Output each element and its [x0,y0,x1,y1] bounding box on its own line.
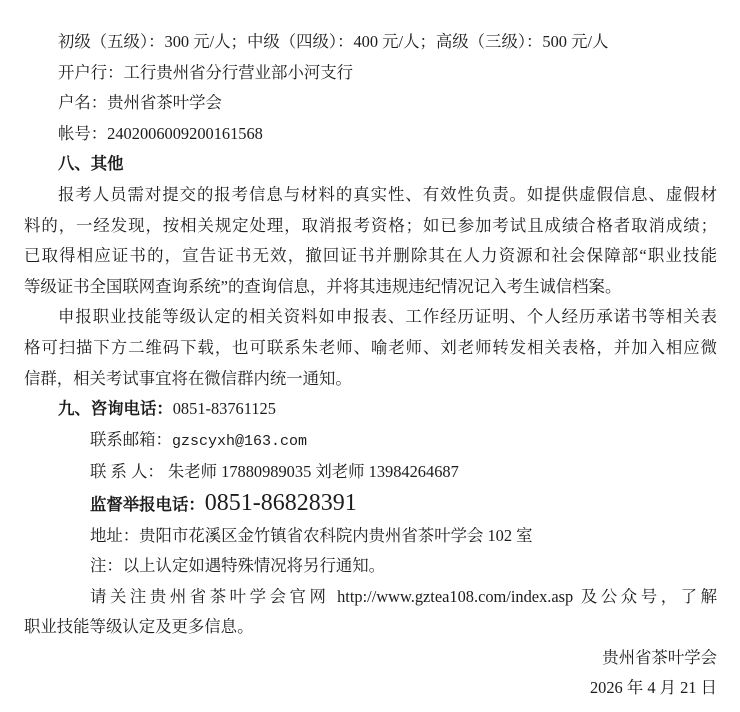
consult-phone-line [24,394,717,425]
materials-para-line-1: 申报职业技能等级认定的相关资料如申报表、工作经历证明、个人经历承诺书等相关表 [58,307,717,327]
supervision-phone-label: 监督举报电话： [90,494,205,514]
materials-para-line-2: 格可扫描下方二维码下载，也可联系朱老师、喻老师、刘老师转发相关表格，并加入相应微 [24,337,717,357]
contact-email-line [24,425,717,458]
bank-branch-line: 开户行：工行贵州省分行营业部小河支行 [58,62,354,82]
address-line: 地址：贵阳市花溪区金竹镇省农科院内贵州省茶叶学会 102 室 [90,525,533,545]
contact-persons-line: 联 系 人： 朱老师 17880989035 刘老师 13984264687 [90,462,459,482]
supervision-phone-line [24,488,717,521]
supervision-phone-number: 0851-86828391 [204,489,357,516]
responsibility-para-line-1: 报考人员需对提交的报考信息与材料的真实性、有效性负责。如提供虚假信息、虚假材 [58,184,717,204]
consult-phone-number: 0851-83761125 [172,399,276,419]
account-number-line: 帐号：2402006009200161568 [58,123,263,143]
website-para-line-2: 职业技能等级认定及更多信息。 [24,617,254,637]
section-heading-other: 八、其他 [58,154,124,174]
consult-phone-label: 九、咨询电话： [58,399,173,419]
fee-standards-line: 初级（五级）：300 元/人；中级（四级）：400 元/人；高级（三级）：500 元/人 [58,32,609,51]
responsibility-para-line-3: 已取得相应证书的，宣告证书无效，撤回证书并删除其在人力资源和社会保障部“职业技能 [24,246,717,266]
signature-org-line: 贵州省茶叶学会 [602,647,717,667]
email-value: gzscyxh@163.com [171,432,307,450]
account-name-line: 户名：贵州省茶叶学会 [58,93,222,113]
responsibility-para-line-4: 等级证书全国联网查询系统”的查询信息，并将其违规违纪情况记入考生诚信档案。 [24,276,622,296]
materials-para-line-3: 信群，相关考试事宜将在微信群内统一通知。 [24,368,352,388]
note-line: 注：以上认定如遇特殊情况将另行通知。 [90,556,386,576]
email-label: 联系邮箱： [90,429,172,449]
responsibility-para-line-2: 料的，一经发现，按相关规定处理，取消报考资格；如已参加考试且成绩合格者取消成绩； [24,215,717,235]
website-para-line-1: 请关注贵州省茶叶学会官网 http://www.gztea108.com/index.asp 及公众号，了解 [90,586,717,606]
signature-date-line: 2026 年 4 月 21 日 [589,678,717,698]
